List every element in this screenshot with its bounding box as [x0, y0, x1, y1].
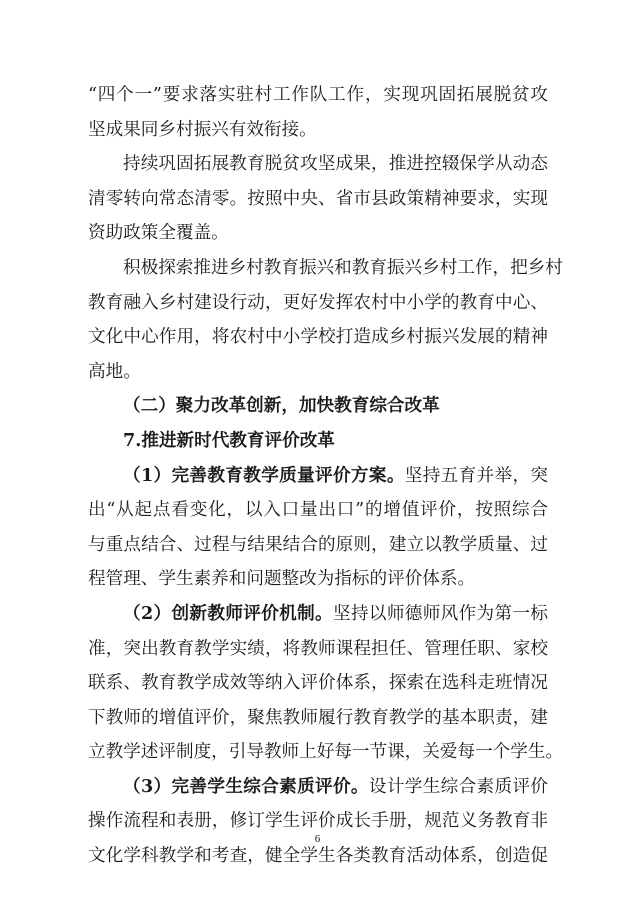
- text-line: 文化学科教学和考查，健全学生各类教育活动体系，创造促: [88, 846, 548, 867]
- text-line: 资助政策全覆盖。: [88, 223, 229, 244]
- text-line: 坚成果同乡村振兴有效衔接。: [88, 119, 317, 140]
- page-number: 6: [314, 833, 321, 845]
- item-title: （1）完善教育教学质量评价方案。: [123, 464, 405, 486]
- item-first-line: [88, 459, 548, 494]
- item-text: 设计学生综合素质评价: [368, 776, 548, 797]
- text-line: 出“从起点看变化，以入口量出口”的增值评价，按照综合: [88, 500, 548, 521]
- item-title: （2）创新教师评价机制。: [123, 602, 333, 624]
- text-line: “四个一”要求落实驻村工作队工作，实现巩固拓展脱贫攻: [88, 85, 548, 105]
- text-line: 联系、教育教学成效等纳入评价体系，探索在选科走班情况: [88, 673, 548, 694]
- paragraph: [88, 78, 548, 147]
- text-line: 下教师的增值评价，聚焦教师履行教育教学的基本职责，建: [88, 707, 548, 728]
- item-first-line: [88, 770, 548, 805]
- section-heading: （二）聚力改革创新，加快教育综合改革: [123, 395, 440, 417]
- text-line: 教育融入乡村建设行动，更好发挥农村中小学的教育中心、: [88, 292, 548, 313]
- text-line: 文化中心作用，将农村中小学校打造成乡村振兴发展的精神: [88, 327, 548, 348]
- text-line: 清零转向常态清零。按照中央、省市县政策精神要求，实现: [88, 188, 548, 209]
- list-item: [88, 597, 564, 770]
- text-line: 与重点结合、过程与结果结合的原则，建立以教学质量、过: [88, 534, 548, 555]
- text-line: 立教学述评制度，引导教师上好每一节课，关爱每一个学生。: [88, 742, 564, 763]
- text-line: 操作流程和表册，修订学生评价成长手册，规范义务教育非: [88, 811, 548, 832]
- paragraph: [88, 147, 548, 251]
- paragraph: [88, 251, 563, 389]
- list-item: [88, 459, 548, 597]
- list-item: [88, 770, 548, 874]
- text-line: 程管理、学生素养和问题整改为指标的评价体系。: [88, 569, 476, 590]
- document-page: [88, 78, 564, 874]
- item-first-line: [88, 597, 548, 632]
- text-line: 持续巩固拓展教育脱贫攻坚成果，推进控辍保学从动态: [123, 154, 548, 175]
- item-title: （3）完善学生综合素质评价。: [123, 775, 369, 797]
- item-text: 坚持五育并举，突: [404, 465, 548, 486]
- text-line: 积极探索推进乡村教育振兴和教育振兴乡村工作，把乡村: [123, 257, 563, 278]
- subsection-heading: 7.推进新时代教育评价改革: [123, 429, 335, 451]
- text-line: 准，突出教育教学实绩，将教师课程担任、管理任职、家校: [88, 638, 548, 659]
- text-line: 高地。: [88, 361, 141, 382]
- item-text: 坚持以师德师风作为第一标: [333, 603, 548, 624]
